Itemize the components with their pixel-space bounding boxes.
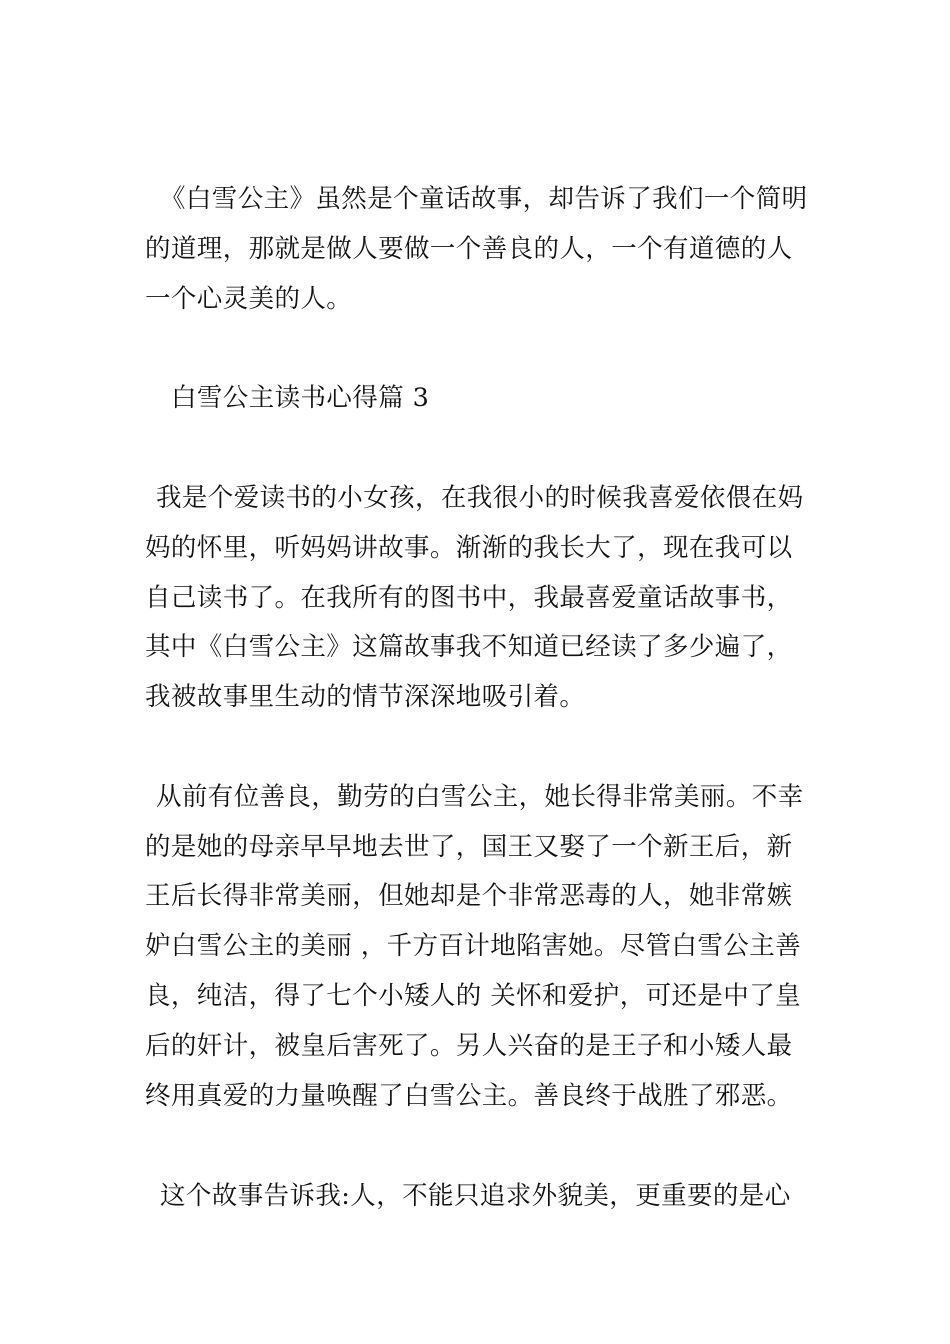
paragraph-3-line-5: 良，纯洁，得了七个小矮人的 关怀和爱护，可还是中了皇 [145,981,802,1011]
paragraph-3-line-2: 的是她的母亲早早地去世了，国王又娶了一个新王后，新 [145,832,793,862]
paragraph-2-line-5: 我被故事里生动的情节深深地吸引着。 [145,682,586,712]
paragraph-4-line-1: 这个故事告诉我:人，不能只追求外貌美，更重要的是心 [160,1181,791,1211]
paragraph-3-line-6: 后的奸计，被皇后害死了。另人兴奋的是王子和小矮人最 [145,1031,793,1061]
paragraph-3-line-4: 妒白雪公主的美丽 ，千方百计地陷害她。尽管白雪公主善 [145,931,802,961]
paragraph-3-line-7: 终用真爱的力量唤醒了白雪公主。善良终于战胜了邪恶。 [145,1081,793,1111]
paragraph-2-line-4: 其中《白雪公主》这篇故事我不知道已经读了多少遍了， [145,632,793,662]
paragraph-3-line-1: 从前有位善良，勤劳的白雪公主，她长得非常美丽。不幸 [156,782,804,812]
paragraph-3-line-3: 王后长得非常美丽，但她却是个非常恶毒的人，她非常嫉 [145,881,793,911]
paragraph-1-line-2: 的道理，那就是做人要做一个善良的人，一个有道德的人 [145,234,793,264]
paragraph-1-line-1: 《白雪公主》虽然是个童话故事，却告诉了我们一个简明 [160,184,808,214]
paragraph-1-line-3: 一个心灵美的人。 [145,284,353,314]
section-heading: 白雪公主读书心得篇 3 [171,383,430,413]
paragraph-2-line-3: 自己读书了。在我所有的图书中，我最喜爱童话故事书， [145,583,793,613]
paragraph-2-line-2: 妈的怀里，听妈妈讲故事。渐渐的我长大了，现在我可以 [145,533,793,563]
paragraph-2-line-1: 我是个爱读书的小女孩，在我很小的时候我喜爱依偎在妈 [156,483,804,513]
